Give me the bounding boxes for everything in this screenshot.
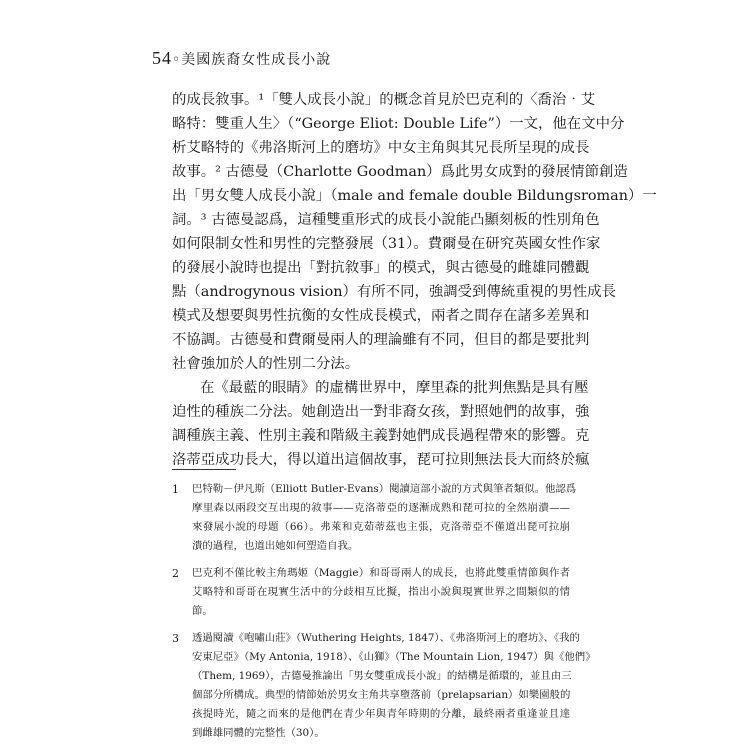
footnote-line: 巴特勒－伊凡斯（Elliott Butler-Evans）閱讀這部小說的方式與筆者類似。他認爲 [192, 483, 577, 495]
book-title: 美國族裔女性成長小說 [181, 52, 332, 68]
body-line: 社會強加於人的性別二分法。 [172, 356, 360, 372]
footnote-line: 來發展小說的母題（66）。弗萊和克茹蒂茲也主張，克洛蒂亞不僅道出琵可拉崩 [192, 521, 570, 533]
body-line: 模式及想要與男性抗衡的女性成長模式，兩者之間存在諸多差異和 [172, 308, 590, 324]
body-line: 的成長敘事。¹「雙人成長小說」的概念首見於巴克利的〈喬治‧艾 [172, 92, 596, 108]
footnote-line: 到雌雄同體的完整性（30）。 [192, 727, 325, 739]
body-line: 洛蒂亞成功長大，得以道出這個故事，琵可拉則無法長大而終於瘋 [172, 452, 590, 468]
body-line: 詞。³ 古德曼認爲，這種雙重形式的成長小說能凸顯刻板的性別角色 [172, 212, 600, 228]
body-text [172, 88, 657, 472]
footnote-line: 安東尼亞》（My Antonia, 1918）、《山獅》（The Mountain Lion, 1947）與《他們》 [192, 651, 596, 663]
footnote-line: 艾略特和哥哥在現實生活中的分歧相互比擬，指出小說與現實世界之間類似的情 [192, 586, 570, 598]
body-line: 故事。² 古德曼（Charlotte Goodman）爲此男女成對的發展情節創造 [172, 164, 628, 180]
body-line: 點（androgynous vision）有所不同，強調受到傳統重視的男性成長 [172, 284, 616, 300]
footnote-line: 潰的過程，也道出她如何塑造自我。 [192, 540, 359, 552]
body-line: 析艾略特的《弗洛斯河上的磨坊》中女主角與其兄長所呈現的成長 [172, 140, 590, 156]
footnote-number: 2 [172, 567, 179, 580]
body-line: 不協調。古德曼和費爾曼兩人的理論雖有不同，但目的都是要批判 [172, 332, 590, 348]
page-number: 54 [152, 48, 172, 68]
footnotes [172, 480, 596, 751]
body-line: 在《最藍的眼睛》的虛構世界中，摩里森的批判焦點是具有壓 [200, 380, 589, 396]
footnote-line: 巴克利不僅比較主角瑪姬（Maggie）和哥哥兩人的成長，也將此雙重情節與作者 [192, 567, 570, 579]
body-line: 的發展小說時也提出「對抗敘事」的模式，與古德曼的雌雄同體觀 [172, 260, 590, 276]
footnote [172, 480, 577, 556]
body-line: 調種族主義、性別主義和階級主義對她們成長過程帶來的影響。克 [172, 428, 590, 444]
footnote-line: 節。 [192, 605, 213, 617]
footnote [172, 564, 570, 621]
footnote-line: 透過閱讀《咆嘯山莊》（Wuthering Heights, 1847）、《弗洛斯河上的磨坊》、《我的 [192, 632, 580, 644]
footnote-line: 孩提時光，隨之而來的是他們在青少年與青年時期的分離，最終兩者重逢並且達 [192, 708, 570, 720]
body-line: 如何限制女性和男性的完整發展（31）。費爾曼在研究英國女性作家 [172, 236, 601, 252]
running-header [152, 48, 331, 69]
footnote [172, 629, 596, 743]
footnote-number: 3 [172, 632, 179, 645]
body-line: 迫性的種族二分法。她創造出一對非裔女孩，對照她們的故事，強 [172, 404, 590, 420]
header-separator: ◦ [172, 52, 182, 68]
footnote-line: 摩里森以兩段交互出現的敘事——克洛蒂亞的逐漸成熟和琵可拉的全然崩潰—— [192, 502, 570, 514]
footnote-line: （Them, 1969），古德曼推論出「男女雙重成長小說」的結構是循環的，並且由三 [192, 670, 572, 682]
footnote-line: 個部分所構成。典型的情節始於男女主角共享墮落前（prelapsarian）如樂園般的 [192, 689, 571, 701]
footnote-number: 1 [172, 483, 179, 496]
body-line: 出「男女雙人成長小說」（male and female double Bildungsroman）一 [172, 188, 657, 204]
body-line: 略特：雙重人生〉（“George Eliot: Double Life”）一文，他在文中分 [172, 116, 625, 132]
footnote-divider [172, 469, 236, 470]
